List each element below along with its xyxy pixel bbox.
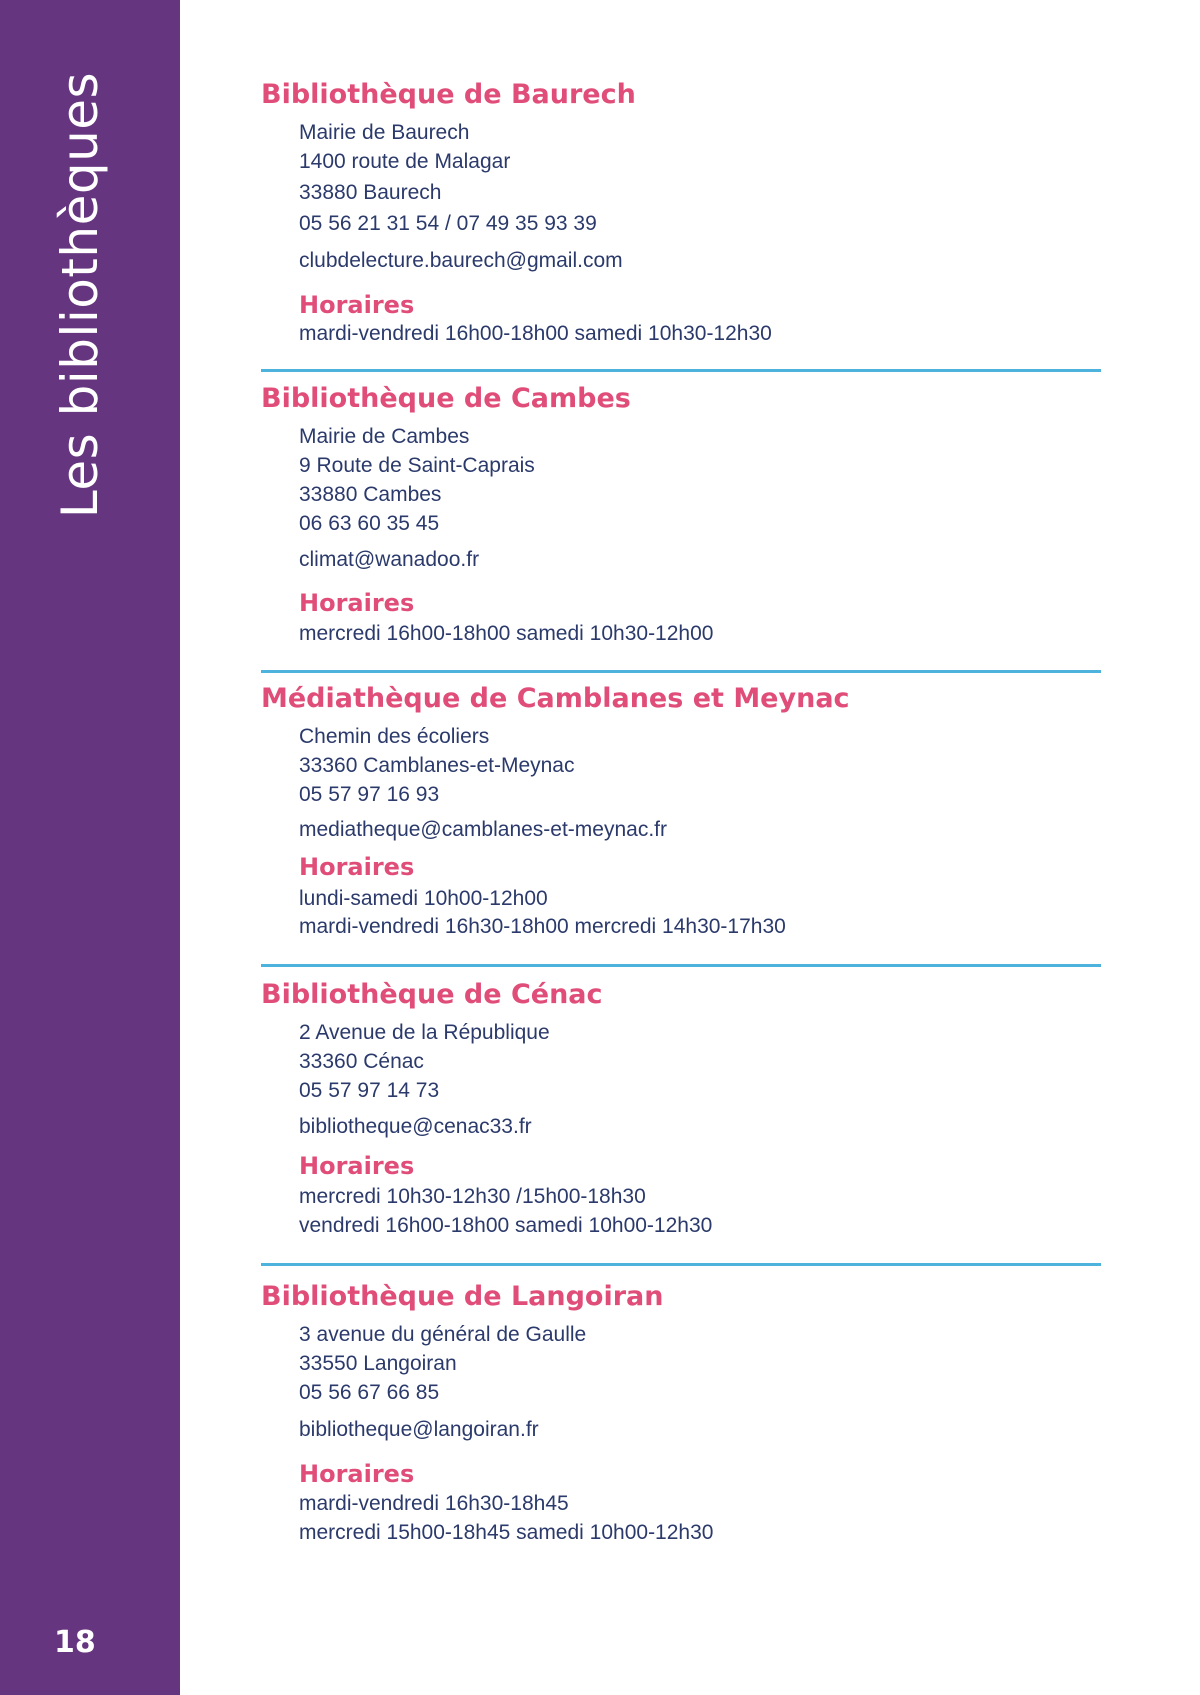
hours-line: mercredi 15h00-18h45 samedi 10h00-12h30 (299, 1521, 714, 1544)
hours-heading: Horaires (299, 291, 415, 319)
hours-line: mercredi 16h00-18h00 samedi 10h30-12h00 (299, 622, 714, 645)
hours-heading: Horaires (299, 1460, 415, 1488)
email-link[interactable]: mediatheque@camblanes-et-meynac.fr (299, 818, 667, 841)
email-link[interactable]: bibliotheque@cenac33.fr (299, 1115, 532, 1138)
phone-number: 05 57 97 14 73 (299, 1079, 440, 1102)
email-link[interactable]: bibliotheque@langoiran.fr (299, 1418, 539, 1441)
hours-line: mercredi 10h30-12h30 /15h00-18h30 (299, 1185, 646, 1208)
address-line: 33550 Langoiran (299, 1352, 457, 1375)
hours-line: mardi-vendredi 16h30-18h00 mercredi 14h30-17h30 (299, 915, 786, 938)
email-link[interactable]: clubdelecture.baurech@gmail.com (299, 249, 623, 272)
hours-line: mardi-vendredi 16h30-18h45 (299, 1492, 569, 1515)
address-line: 3 avenue du général de Gaulle (299, 1323, 587, 1346)
address-line: Mairie de Baurech (299, 121, 470, 144)
address-line: 9 Route de Saint-Caprais (299, 454, 535, 477)
address-line: Chemin des écoliers (299, 725, 490, 748)
section-divider (261, 670, 1101, 673)
address-line: 33880 Baurech (299, 181, 442, 204)
library-title: Bibliothèque de Baurech (261, 79, 636, 110)
phone-number: 06 63 60 35 45 (299, 512, 440, 535)
library-title: Bibliothèque de Langoiran (261, 1281, 664, 1312)
address-line: Mairie de Cambes (299, 425, 470, 448)
phone-number: 05 57 97 16 93 (299, 783, 440, 806)
hours-heading: Horaires (299, 1152, 415, 1180)
section-divider (261, 1263, 1101, 1266)
page-number: 18 (54, 1625, 96, 1660)
address-line: 33880 Cambes (299, 483, 442, 506)
address-line: 2 Avenue de la République (299, 1021, 550, 1044)
library-title: Médiathèque de Camblanes et Meynac (261, 683, 850, 714)
address-line: 33360 Camblanes-et-Meynac (299, 754, 575, 777)
sidebar (0, 0, 180, 1695)
hours-line: lundi-samedi 10h00-12h00 (299, 887, 548, 910)
phone-number: 05 56 21 31 54 / 07 49 35 93 39 (299, 212, 597, 235)
section-divider (261, 369, 1101, 372)
address-line: 1400 route de Malagar (299, 150, 511, 173)
library-title: Bibliothèque de Cénac (261, 979, 603, 1010)
address-line: 33360 Cénac (299, 1050, 424, 1073)
section-title: Les bibliothèques (51, 71, 109, 519)
hours-line: mardi-vendredi 16h00-18h00 samedi 10h30-12h30 (299, 322, 772, 345)
section-divider (261, 964, 1101, 967)
email-link[interactable]: climat@wanadoo.fr (299, 548, 480, 571)
hours-heading: Horaires (299, 589, 415, 617)
hours-heading: Horaires (299, 853, 415, 881)
phone-number: 05 56 67 66 85 (299, 1381, 440, 1404)
hours-line: vendredi 16h00-18h00 samedi 10h00-12h30 (299, 1214, 713, 1237)
library-title: Bibliothèque de Cambes (261, 383, 631, 414)
